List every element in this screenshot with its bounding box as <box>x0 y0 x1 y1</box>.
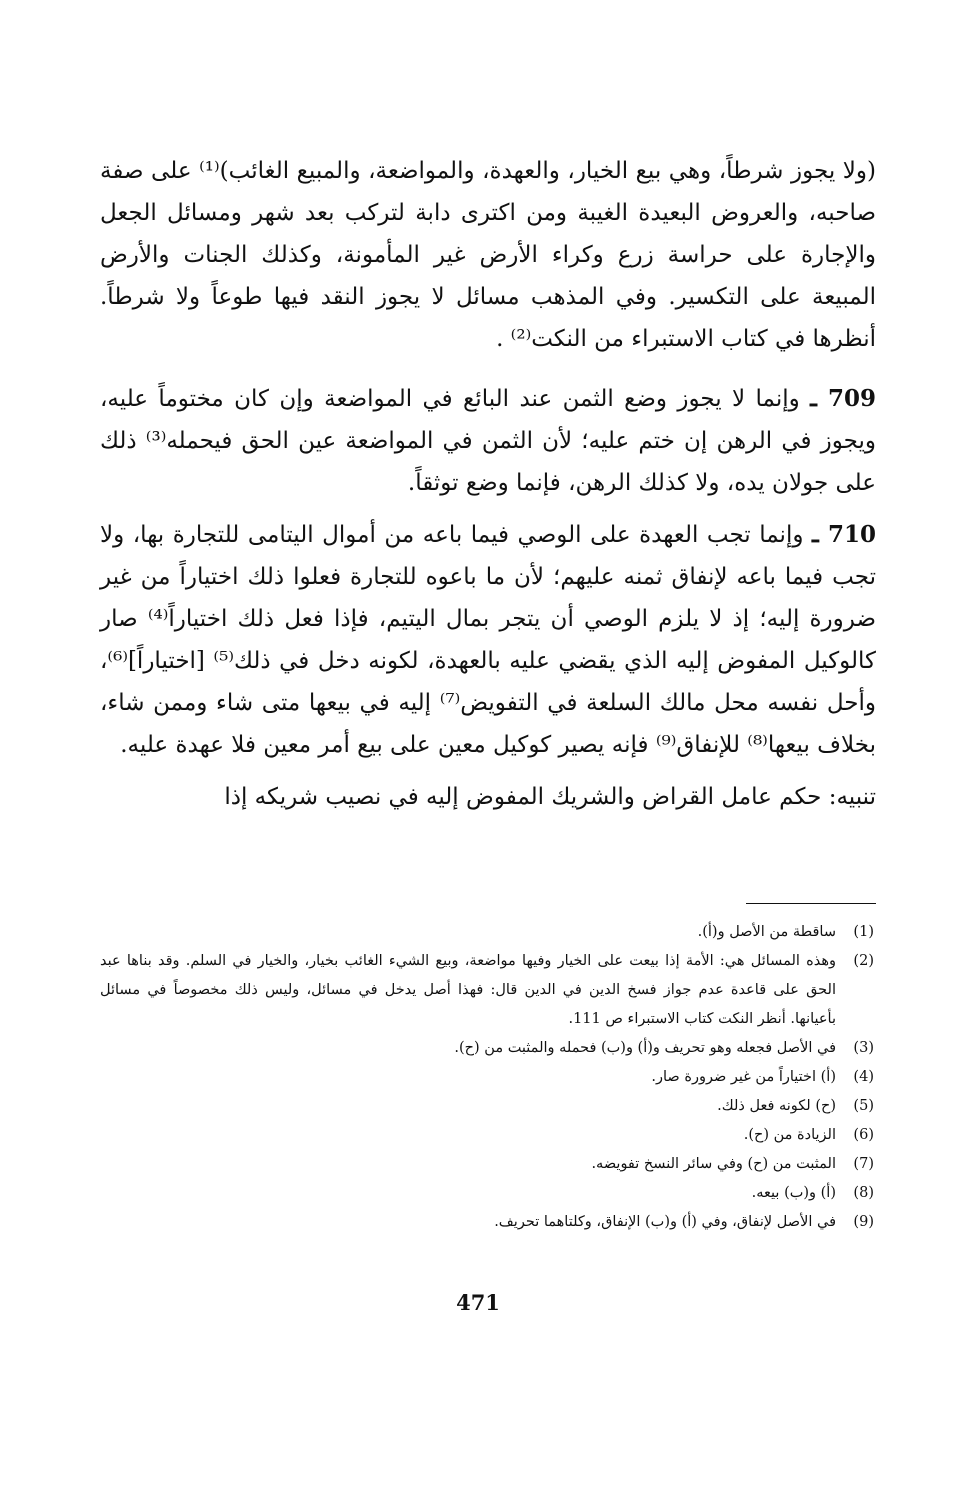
footnote: (1) ساقطة من الأصل و(أ). <box>697 924 874 940</box>
footnote-divider <box>746 903 876 904</box>
footnote: (5) (ح) لكونه فعل ذلك. <box>717 1098 874 1114</box>
note-tanbih: تنبيه: حكم عامل القراض والشريك المفوض إليه في نصيب شريكه إذا <box>224 784 876 810</box>
footnote: (2) وهذه المسائل هي: الأمة إذا بيعت على الخيار وفيها مواضعة، وبيع الشيء الغائب بخيار، والخيار في السلم. وقد بناها عبد الحق على قاعدة عدم جواز فسخ الدين في الدين قال: فهذا أصل يدخل في مسائل، وليس ذلك مخصوصاً في مسائل بأعيانها. أنظر النكت كتاب الاستبراء ص 111. <box>100 953 874 1027</box>
footnote: (9) في الأصل لإنفاق، وفي (أ) و(ب) الإنفاق، وكلتاهما تحريف. <box>494 1214 874 1230</box>
footnote: (7) المثبت من (ح) وفي سائر النسخ تفويضه. <box>591 1156 874 1172</box>
paragraph-number-709: 709 ـ <box>810 385 877 412</box>
footnote: (4) (أ) اختياراً من غير ضرورة صار. <box>651 1069 874 1085</box>
paragraph-709-text: وإنما لا يجوز وضع الثمن عند البائع في المواضعة وإن كان مختوماً عليه، ويجوز في الرهن إن ختم عليه؛ لأن الثمن في المواضعة عين الحق فيحمله⁽³⁾ ذلك على جولان يده، ولا كذلك الرهن، فإنما وضع توثقاً. <box>100 386 877 496</box>
paragraph-710 <box>100 514 876 766</box>
paragraph-intro: (ولا يجوز شرطاً، وهي بيع الخيار، والعهدة، والمواضعة، والمبيع الغائب)⁽¹⁾ على صفة صاحبه، والعروض البعيدة الغيبة ومن اكترى دابة لتركب بعد شهر ومسائل الجعل والإجارة على حراسة زرع وكراء الأرض غير المأمونة، وكذلك الجنات والأرض المبيعة على التكسير. وفي المذهب مسائل لا يجوز النقد فيها طوعاً ولا شرطاً. أنظرها في كتاب الاستبراء من النكت⁽²⁾ . <box>100 158 876 352</box>
paragraph-710-text: وإنما تجب العهدة على الوصي فيما باعه من أموال اليتامى للتجارة بها، ولا تجب فيما باعه لإنفاق ثمنه عليهم؛ لأن ما باعوه للتجارة فعلوا ذلك اختياراً من غير ضرورة إليه؛ إذ لا يلزم الوصي أن يتجر بمال اليتيم، فإذا فعل ذلك اختياراً⁽⁴⁾ صار كالوكيل المفوض إليه الذي يقضي عليه بالعهدة، لكونه دخل في ذلك⁽⁵⁾ [اختياراً]⁽⁶⁾، وأحل نفسه محل مالك السلعة في التفويض⁽⁷⁾ إليه في بيعها متى شاء وممن شاء، بخلاف بيعها⁽⁸⁾ للإنفاق⁽⁹⁾ فإنه يصير كوكيل معين على بيع أمر معين فلا عهدة عليه. <box>100 522 876 758</box>
paragraph-number-710: 710 ـ <box>812 521 877 548</box>
main-text <box>100 150 876 841</box>
paragraph-709 <box>100 378 876 504</box>
footnote: (8) (أ) و(ب) بيعه. <box>751 1185 874 1201</box>
footnote: (3) في الأصل فجعله وهو تحريف و(أ) و(ب) فحمله والمثبت من (ح). <box>454 1040 874 1056</box>
page-number: 471 <box>456 1290 500 1315</box>
footnotes <box>100 918 874 1237</box>
footnote: (6) الزيادة من (ح). <box>743 1127 874 1143</box>
